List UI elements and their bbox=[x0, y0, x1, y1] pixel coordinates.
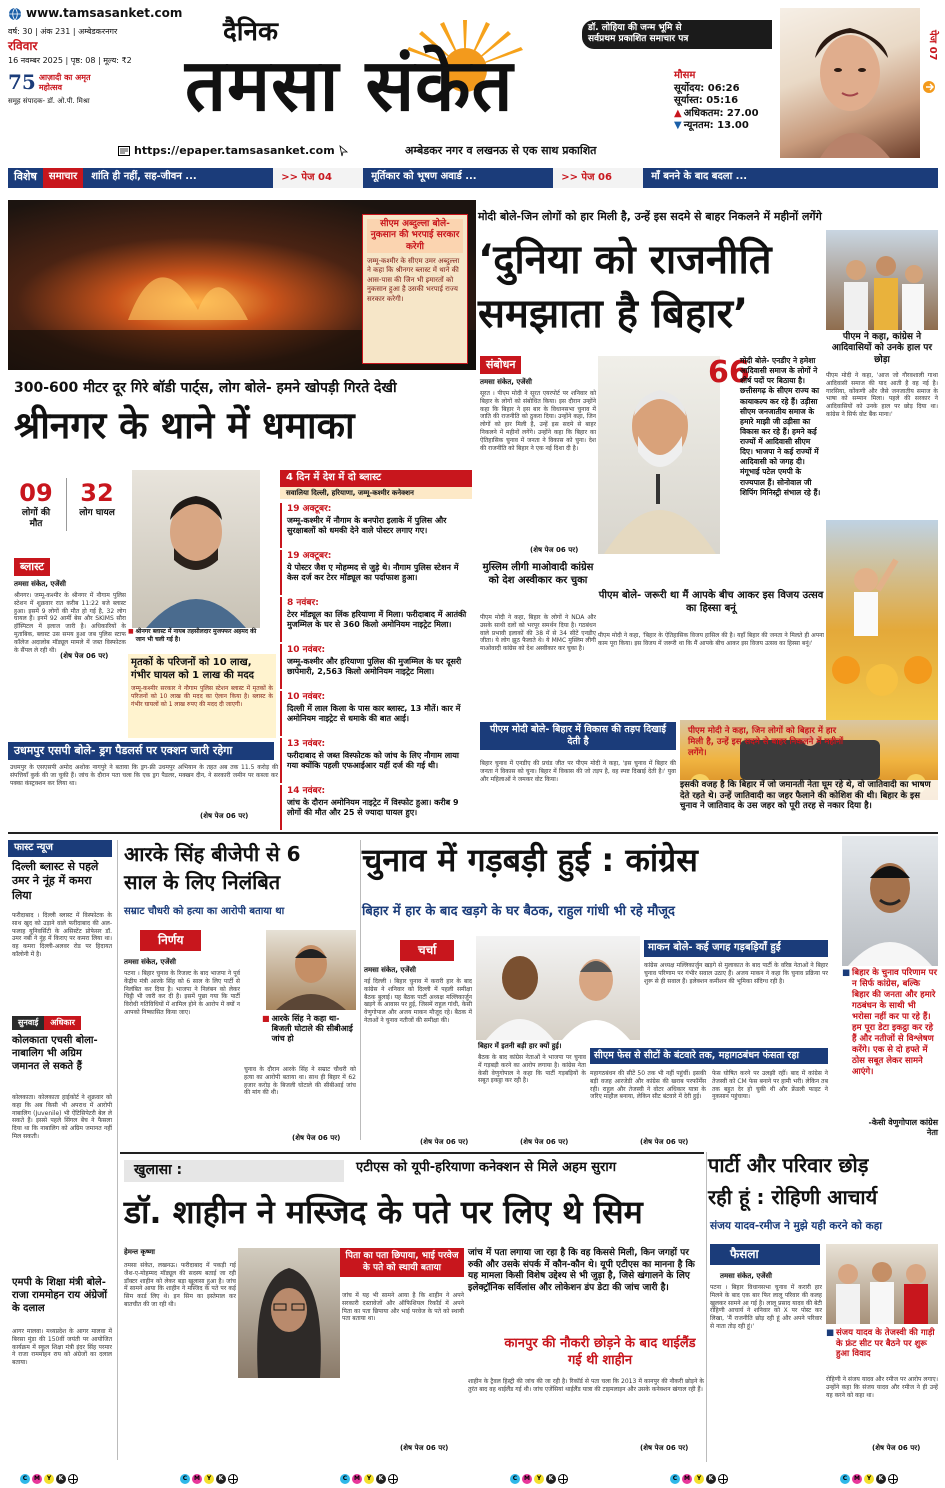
globe-icon bbox=[8, 7, 22, 21]
kanpur-continued: (शेष पेज 06 पर) bbox=[640, 1444, 689, 1452]
timeline-text: फरीदाबाद से जब्त विस्फोटक को जांच के लिए नौगाम लाया गया क्योंकि पहली एफआईआर यहीं दर्ज की गई थी। bbox=[287, 750, 459, 770]
timeline-title: 4 दिन में देश में दो ब्लास्ट bbox=[280, 470, 472, 487]
shaheen-portrait-illustration bbox=[238, 1248, 340, 1378]
actress-photo bbox=[780, 8, 920, 158]
address-byline: तमसा संकेत, एजेंसी bbox=[480, 378, 532, 386]
down-arrow-icon: ▼ bbox=[674, 120, 682, 131]
strip-item-2[interactable]: मूर्तिकार को भूषण अवार्ड ... bbox=[363, 168, 553, 188]
maken-body: कांग्रेस अध्यक्ष मल्लिकार्जुन खड़गे से मुलाकात के बाद पार्टी के वरिष्ठ नेताओं ने बिहार चुनाव परिणाम पर गंभीर सवाल उठाए हैं। अजय माकन ने कहा कि चुनाव प्रक्रिया पर शुरू से ही सवाल हैं। इलेक्शन कमीशन की भूमिका संदिग्ध रही है। bbox=[644, 962, 828, 985]
shaheen-byline: हेमन्त कृष्णा bbox=[124, 1248, 155, 1256]
congress-byline: तमसा संकेत, एजेंसी bbox=[364, 966, 416, 974]
timeline-item bbox=[280, 691, 472, 736]
venugopal-signature: -केसी वेणुगोपाल कांग्रेस नेता bbox=[868, 1118, 938, 1137]
shaheen-headline: डॉ. शाहीन ने मस्जिद के पते पर लिए थे सिम bbox=[124, 1193, 643, 1231]
pm-development-body: बिहार चुनाव में एनडीए की प्रचंड जीत पर पीएम मोदी ने कहा, 'इस चुनाव में बिहार की जनता ने विकास को चुना। बिहार में विकास की जो तड़प है, वह स्पष्ट दिखाई देती है।' युवा और महिलाओं ने जमकर वोट किया। bbox=[480, 760, 676, 783]
pm-development-box-title: पीएम मोदी बोले- बिहार में विकास की तड़प दिखाई देती है bbox=[480, 722, 676, 750]
cm-face-body: महागठबंधन की सीटें 50 तक भी नहीं पहुंचीं। इसकी बड़ी वजह आरजेडी और कांग्रेस की खराब परफॉर्मेंस रही। राहुल और तेजस्वी ने वोटर अधिकार यात्रा के जरिए माहौल बनाया, लेकिन सीट बंटवारे में देरी हुई। bbox=[590, 1070, 706, 1101]
caption-square-icon: ■ bbox=[128, 628, 134, 635]
tehsildar-caption: श्रीनगर ब्लास्ट में नायब तहसीलदार मुजफ्फर अहमद की जान भी चली गई है। bbox=[135, 628, 257, 643]
modi-portrait-illustration bbox=[598, 356, 720, 554]
timeline-item bbox=[280, 597, 472, 642]
timeline-date: 19 अक्टूबर: bbox=[287, 551, 332, 562]
roadshow-photo bbox=[826, 520, 938, 720]
fastnews-headline: दिल्ली ब्लास्ट से पहले उमर ने नूंह में कमरा लिया bbox=[12, 860, 99, 902]
logo-small-title: दैनिक bbox=[223, 17, 278, 47]
quote-square-icon: ■ bbox=[842, 968, 851, 978]
up-arrow-icon: ▲ bbox=[674, 107, 682, 119]
blast-byline: तमसा संकेत, एजेंसी bbox=[14, 580, 66, 588]
black-swatch: K bbox=[706, 1474, 716, 1484]
arrow-right-icon bbox=[922, 80, 936, 94]
rk-byline: तमसा संकेत, एजेंसी bbox=[124, 958, 176, 966]
strip-item-1[interactable]: शांति ही नहीं, सह-जीवन ... bbox=[83, 168, 273, 188]
masthead-left bbox=[8, 6, 188, 156]
rohini-body-2: रोहिणी ने संजय यादव और रमीज पर आरोप लगाए। उन्होंने कहा कि संजय यादव और रमीज ने ही उन्हें यह करने को कहा था। bbox=[826, 1376, 938, 1399]
temp-min: न्यूनतम: 13.00 bbox=[683, 120, 749, 131]
udhampur-headline: उधमपुर एसपी बोले- ड्रग पैडलर्स पर एक्शन जारी रहेगा bbox=[8, 742, 274, 760]
magenta-swatch: M bbox=[192, 1474, 202, 1484]
column-rule bbox=[706, 1152, 707, 1462]
blast-continued: (शेष पेज 06 पर) bbox=[60, 652, 109, 660]
mp-minister-headline: एमपी के शिक्षा मंत्री बोले- राजा राममोहन राय अंग्रेजों के दलाल bbox=[12, 1277, 107, 1314]
logo-tagline: अम्बेडकर नगर व लखनऊ से एक साथ प्रकाशित bbox=[405, 144, 597, 157]
compensation-headline: मृतकों के परिजनों को 10 लाख, गंभीर घायल को 1 लाख की मदद bbox=[131, 657, 254, 681]
revelation-tag: खुलासा : bbox=[124, 1160, 344, 1182]
rohini-subheadline: संजय यादव-रमीज ने मुझे यही करने को कहा bbox=[710, 1220, 882, 1232]
blast-body: श्रीनगर। जम्मू-कश्मीर के श्रीनगर में नौगाम पुलिस स्टेशन में शुक्रवार रात करीब 11:22 बजे ब्लास्ट हुआ। इसमें 9 लोगों की मौत हो गई है, 32 लोग घायल हैं। इनमें 92 आर्मी बेस और SKIMS सौरा हॉस्पिटल में इलाज जारी है। अधिकारियों के मुताबिक, ब्लास्ट उस समय हुआ जब पुलिस स्टाफ कॉलेज अदालोब मॉड्यूल मामले में जब्त विस्फोटक के सैंपल ले रही थी। bbox=[14, 592, 126, 654]
logo-title: तमसा संकेत bbox=[185, 42, 514, 127]
udhampur-continued: (शेष पेज 06 पर) bbox=[200, 812, 249, 820]
venugopal-quote-text: बिहार के चुनाव परिणाम पर न सिर्फ कांग्रेस, बल्कि बिहार की जनता और हमारे गठबंधन के साथी भी भरोसा नहीं कर पा रहे हैं। हम पूरा डेटा इकट्ठा कर रहे हैं और नतीजों से विश्लेषण करेंगे। एक से दो हफ्ते में ठोस सबूत लेकर सामने आएंगे। bbox=[852, 968, 937, 1078]
timeline-text: ये पोस्टर जैश ए मोहम्मद से जुड़े थे। नौगाम पुलिस स्टेशन में केस दर्ज कर टेरर मॉड्यूल का पर्दाफाश हुआ। bbox=[287, 562, 459, 582]
timeline-item bbox=[280, 738, 472, 783]
rk-subheadline: सम्राट चौधरी को हत्या का आरोपी बताया था bbox=[124, 906, 285, 917]
registration-mark-icon bbox=[68, 1474, 78, 1484]
issue-meta: वर्ष: 30 | अंक 231 | अम्बेडकरनगर bbox=[8, 27, 118, 36]
actress-portrait-illustration bbox=[780, 8, 920, 158]
venugopal-portrait-illustration bbox=[842, 836, 938, 966]
hearing-tags bbox=[12, 1016, 81, 1030]
timeline-item bbox=[280, 503, 472, 548]
congress-continued: (शेष पेज 06 पर) bbox=[420, 1138, 469, 1146]
weather-title: मौसम bbox=[674, 70, 696, 81]
black-swatch: K bbox=[56, 1474, 66, 1484]
rk-photo-caption: आरके सिंह ने कहा था- बिजली घोटाले की सीबीआई जांच हो bbox=[271, 1014, 353, 1043]
address-body: सूरत । पीएम मोदी ने सूरत एयरपोर्ट पर शनिवार को बिहार के लोगों को संबोधित किया। इस दौरान उन्होंने कहा कि बिहार ने इस बार के विधानसभा चुनाव में जाति की राजनीति को ठुकरा दिया। उन्होंने कहा, जिन लोगों को हार मिली है, उन्हें इस सदमे से बाहर निकलने में महीनों लगेंगे। उन्होंने कहा कि बिहार का ऐतिहासिक चुनाव में जनता ने विकास को चुना। देश की राजनीति को बिहार ने एक नई दिशा दी है। bbox=[480, 390, 596, 452]
column-rule bbox=[117, 840, 118, 1460]
shaheen-photo bbox=[238, 1248, 340, 1378]
udhampur-body: उधमपुर के एसएसपी अमोद अशोक नागपुरे ने बताया कि ड्रग-फ्री उधमपुर अभियान के तहत अब तक 11.5 करोड़ की संपत्तियाँ कुर्क की जा चुकी हैं। जांच के दौरान पता चला कि एक ड्रग पैडलर, मक्खन दीन, ने सरकारी जमीन पर कब्जा कर पक्का कंस्ट्रक्शन कर लिया था। bbox=[10, 764, 278, 787]
seventy-five-logo: 75 bbox=[8, 70, 36, 94]
magenta-swatch: M bbox=[522, 1474, 532, 1484]
rk-headline-line-2: साल के लिए निलंबित bbox=[124, 870, 281, 894]
rk-headline-line-1: आरके सिंह बीजेपी से 6 bbox=[124, 842, 301, 866]
rk-photo-caption-row bbox=[262, 1014, 358, 1044]
kharge-rahul-illustration bbox=[476, 936, 640, 1040]
cm-face-headline: सीएम फेस से सीटों के बंटवारे तक, महागठबंधन फंसता रहा bbox=[590, 1048, 828, 1064]
modi-kicker: मोदी बोले-जिन लोगों को हार मिली है, उन्हें इस सदमे से बाहर निकलने में महीनों लगेंगे bbox=[478, 210, 822, 223]
mp-minister-body: आगर मालवा। मध्यप्रदेश के आगर मालवा में बिरसा मुंडा की 150वीं जयंती पर आयोजित कार्यक्रम में स्कूल शिक्षा मंत्री इंदर सिंह परमार ने राजा राममोहन राय को अंग्रेजों का दलाल बताया। bbox=[12, 1328, 112, 1367]
congress-body-b: बैठक के बाद कांग्रेस नेताओं ने भाजपा पर चुनाव में गड़बड़ी करने का आरोप लगाया है। कांग्रेस नेता केसी वेणुगोपाल ने कहा कि पार्टी गड़बड़ियों के सबूत इकट्ठा कर रही है। bbox=[478, 1054, 586, 1085]
deaths-label: लोगों की मौत bbox=[21, 508, 51, 530]
injured-stat bbox=[75, 478, 119, 531]
rohini-headline-line-2: रही हूं : रोहिणी आचार्य bbox=[708, 1185, 878, 1209]
cyan-swatch: C bbox=[510, 1474, 520, 1484]
magenta-swatch: M bbox=[852, 1474, 862, 1484]
timeline-text: दिल्ली में लाल किला के पास कार ब्लास्ट, 13 मौतें। कार में अमोनियम नाइट्रेट से धमाके की बात आई। bbox=[287, 703, 461, 723]
injured-label: लोग घायल bbox=[79, 508, 115, 518]
person-portrait-illustration bbox=[132, 470, 260, 628]
father-address-body: जांच में यह भी सामने आया है कि शाहीन ने अपने सरकारी दस्तावेजों और ऑफिशियल रिकॉर्ड में अपने पिता का पता छिपाया और भाई परवेज के पते को स्थायी पता बताया था। bbox=[342, 1292, 464, 1323]
black-swatch: K bbox=[376, 1474, 386, 1484]
sunrise-time: सूर्योदय: 06:26 bbox=[674, 82, 740, 94]
congress-subheadline: बिहार में हार के बाद खड़गे के घर बैठक, राहुल गांधी भी रहे मौजूद bbox=[362, 904, 675, 919]
timeline-text: जम्मू-कश्मीर और हरियाणा पुलिस की मुजम्मिल के घर दूसरी छापेमारी, 2,563 किलो अमोनियम नाइट्रेट मिला। bbox=[287, 656, 462, 676]
tribal-caption: पीएम ने कहा, कांग्रेस ने आदिवासियों को उनके हाल पर छोड़ा bbox=[831, 332, 933, 365]
cm-abdullah-box bbox=[362, 214, 468, 364]
blast-stats bbox=[14, 478, 119, 531]
rk-singh-photo bbox=[266, 930, 356, 1010]
tehsildar-photo bbox=[132, 470, 260, 628]
cmyk-marks-6 bbox=[840, 1474, 898, 1484]
venugopal-quote bbox=[842, 968, 938, 1078]
page-number-label: पेज 07 bbox=[927, 30, 938, 61]
quote-defeat bbox=[688, 726, 848, 759]
weather-box bbox=[674, 70, 784, 133]
verdict-tag: फैसला bbox=[710, 1244, 820, 1265]
cmyk-marks-1 bbox=[20, 1474, 78, 1484]
strip-item-3[interactable]: माँ बनने के बाद बदला ... bbox=[643, 168, 938, 188]
yellow-swatch: Y bbox=[534, 1474, 544, 1484]
father-address-headline: पिता का पता छिपाया, भाई परवेज के पते को स्थायी बताया bbox=[340, 1248, 464, 1277]
muslim-league-headline: मुस्लिम लीगी माओवादी कांग्रेस को देश अस्वीकार कर चुका bbox=[482, 562, 594, 586]
sunset-time: सूर्यास्त: 05:16 bbox=[674, 95, 739, 106]
tribal-body: पीएम मोदी ने कहा, 'आज जो गौरवशाली गाथा आदिवासी समाज की याद आती है वह नई है। गारसिया, कोंकणी और जैसे जनजातीय समाज के भाषा को सम्मान मिला। पहले की सरकार ने आदिवासियों को उनके हाल पर छोड़ दिया था। कांग्रेस ने सिर्फ वोट बैंक माना।' bbox=[826, 372, 938, 418]
crowd-illustration bbox=[826, 230, 938, 330]
compensation-body: जम्मू-कश्मीर सरकार ने नौगाम पुलिस स्टेशन ब्लास्ट में मृतकों के परिजनों को 10 लाख की मदद का ऐलान किया है। ब्लास्ट के गंभीर घायलों को 1 लाख रुपए की मदद दी जाएगी। bbox=[131, 685, 273, 708]
newspaper-icon bbox=[118, 146, 130, 156]
cursor-icon bbox=[339, 145, 349, 157]
website-link[interactable]: www.tamsasanket.com bbox=[26, 6, 183, 20]
rk-body-2: चुनाव के दौरान आरके सिंह ने सम्राट चौधरी को हत्या का आरोपी बताया था। साथ ही बिहार में 62 हजार करोड़ के बिजली घोटाले की सीबीआई जांच की मांग की थी। bbox=[244, 1066, 356, 1097]
shaheen-kicker: एटीएस को यूपी-हरियाणा कनेक्शन से मिले अहम सुराग bbox=[356, 1160, 617, 1175]
registration-mark-icon bbox=[388, 1474, 398, 1484]
srinagar-kicker: 300-600 मीटर दूर गिरे बॉडी पार्ट्स, लोग बोले- हमने खोपड़ी गिरते देखी bbox=[14, 380, 397, 396]
congress-headline: चुनाव में गड़बड़ी हुई : कांग्रेस bbox=[362, 841, 698, 879]
cyan-swatch: C bbox=[180, 1474, 190, 1484]
venugopal-photo bbox=[842, 836, 938, 966]
promo-banner bbox=[582, 20, 772, 49]
timeline-date: 19 अक्टूबर: bbox=[287, 504, 332, 515]
registration-mark-icon bbox=[558, 1474, 568, 1484]
father-address-continued: (शेष पेज 06 पर) bbox=[400, 1444, 449, 1452]
yellow-swatch: Y bbox=[44, 1474, 54, 1484]
cm-face-continued: (शेष पेज 06 पर) bbox=[640, 1138, 689, 1146]
rohini-caption bbox=[826, 1328, 938, 1360]
section-divider-2 bbox=[120, 1152, 704, 1154]
cyan-swatch: C bbox=[340, 1474, 350, 1484]
timeline-date: 10 नवंबर: bbox=[287, 645, 326, 656]
victory-headline: पीएम बोले- जरूरी था मैं आपके बीच आकर इस विजय उत्सव का हिस्सा बनूं bbox=[598, 590, 824, 614]
epaper-link[interactable]: https://epaper.tamsasanket.com bbox=[134, 144, 335, 157]
address-continued: (शेष पेज 06 पर) bbox=[530, 546, 579, 554]
magenta-swatch: M bbox=[352, 1474, 362, 1484]
modi-headline-line-1: ‘दुनिया को राजनीति bbox=[478, 237, 772, 283]
caption-square-icon: ■ bbox=[826, 1328, 835, 1338]
registration-mark-icon bbox=[888, 1474, 898, 1484]
timeline-date: 14 नवंबर: bbox=[287, 786, 326, 797]
cmyk-marks-5 bbox=[670, 1474, 728, 1484]
kanpur-headline: कानपुर की नौकरी छोड़ने के बाद थाईलैंड गई थी शाहीन bbox=[504, 1336, 696, 1368]
cyan-swatch: C bbox=[670, 1474, 680, 1484]
deaths-count: 09 bbox=[19, 479, 53, 507]
yellow-swatch: Y bbox=[364, 1474, 374, 1484]
registration-mark-icon bbox=[228, 1474, 238, 1484]
temp-max: अधिकतम: 27.00 bbox=[683, 107, 759, 119]
rohini-headline-line-1: पार्टी और परिवार छोड़ bbox=[708, 1153, 869, 1177]
rk-continued: (शेष पेज 06 पर) bbox=[292, 1134, 341, 1142]
kharge-rahul-photo bbox=[476, 936, 640, 1040]
magenta-swatch: M bbox=[32, 1474, 42, 1484]
rights-tag: अधिकार bbox=[44, 1016, 81, 1030]
cm-face-body-2: फेस घोषित करने पर उलझी रहीं। बाद में कांग्रेस ने तेजस्वी को CM फेस बनाने पर हामी भरी। लेकिन तब तक बहुत देर हो चुकी थी और फ्रेंडली फाइट ने नुकसान पहुंचाया। bbox=[712, 1070, 828, 1101]
srinagar-headline: श्रीनगर के थाने में धमाका bbox=[14, 404, 355, 447]
rk-body: पटना । बिहार चुनाव के रिजल्ट के बाद भाजपा ने पूर्व केंद्रीय मंत्री आरके सिंह को 6 साल के लिए पार्टी से निलंबित कर दिया है। भाजपा ने निलंबन को लेकर चिट्ठी भी जारी कर दी है। इसमें पूछा गया कि पार्टी विरोधी गतिविधियों में शामिल होने के आरोप में क्यों न आपको निष्कासित किया जाए। bbox=[124, 970, 240, 1016]
modi-headline-line-2: समझाता है बिहार’ bbox=[478, 291, 749, 337]
discussion-tag: चर्चा bbox=[400, 940, 454, 961]
promo-line-2: सर्वप्रथम प्रकाशित समाचार पत्र bbox=[588, 34, 689, 45]
tribal-event-photo bbox=[826, 230, 938, 330]
kanpur-body: शाहीन के ट्रैवल हिस्ट्री की जांच की जा रही है। रिकॉर्ड से पता चला कि 2013 में कानपुर की नौकरी छोड़ने के तुरंत बाद वह थाईलैंड गई थी। जांच एजेंसियां थाईलैंड यात्रा की टाइमलाइन और उसके कनेक्शन खंगाल रही हैं। bbox=[468, 1378, 704, 1393]
kolkata-body: कोलकाता। कोलकाता हाईकोर्ट ने शुक्रवार को कहा कि अब किसी भी अपराध में आरोपी नाबालिग (Juvenile) भी ऐंटिसिपेटरी बेल ले सकते हैं। इससे पहले सिंगल बेंच ने फैसला दिया था कि नाबालिग को अग्रिम जमानत नहीं मिल सकती। bbox=[12, 1094, 112, 1140]
issue-date: 16 नवम्बर 2025 | पृष्ठ: 08 | मूल्य: ₹2 bbox=[8, 56, 132, 65]
timeline-item bbox=[280, 550, 472, 595]
decision-tag: निर्णय bbox=[140, 930, 201, 951]
strip-page-2[interactable]: >> पेज 06 bbox=[561, 171, 612, 183]
roadshow-illustration bbox=[826, 520, 938, 720]
compensation-box bbox=[128, 654, 276, 738]
timeline-item bbox=[280, 644, 472, 689]
fastnews-tag: फास्ट न्यूज bbox=[8, 840, 112, 857]
rohini-byline: तमसा संकेत, एजेंसी bbox=[720, 1272, 772, 1280]
azadi-text: आज़ादी का अमृत महोत्सव bbox=[38, 72, 91, 92]
shaheen-body: तमसा संकेत, लखनऊ। फरीदाबाद में पकड़ी गई जैश-ए-मोहम्मद मॉड्यूल की सदस्य बताई जा रही डॉक्टर शाहीन को लेकर बड़ा खुलासा हुआ है। जांच में सामने आया कि शाहीन ने मस्जिद के पते पर कई सिम कार्ड लिए थे। इन सिम का इस्तेमाल कर बातचीत की जा रही थी। bbox=[124, 1262, 236, 1308]
cmyk-marks-4 bbox=[510, 1474, 568, 1484]
promo-line-1: डॉ. लोहिया की जन्म भूमि से bbox=[588, 23, 682, 33]
muslim-league-body: पीएम मोदी ने कहा, बिहार के लोगों ने NDA और उसके साथी दलों को भरपूर समर्थन दिया है। गठबंधन वाले प्रभावी इलाकों की 38 में से 34 सीटें एनडीए जीता। ये लोग झूठ फैलाते थे। ये MMC मुस्लिम लीगी माओवादी कांग्रेस को देश अस्वीकार कर चुका है। bbox=[480, 614, 596, 653]
strip-label-1: विशेष bbox=[8, 168, 43, 188]
modi-speech-photo bbox=[598, 356, 720, 554]
congress-body: नई दिल्ली । बिहार चुनाव में करारी हार के बाद कांग्रेस ने शनिवार को दिल्ली में पहली समीक्षा बैठक बुलाई। यह बैठक पार्टी अध्यक्ष मल्लिकार्जुन खड़गे के आवास पर हुई, जिसमें राहुल गांधी, केसी वेणुगोपाल और अजय माकन मौजूद रहे। बैठक में नेताओं ने चुनाव नतीजों की समीक्षा की। bbox=[364, 978, 472, 1024]
cm-box-body: जम्मू-कश्मीर के सीएम उमर अब्दुल्ला ने कहा कि श्रीनगर ब्लास्ट में थाने की आस-पास की जिन भी इमारतों को नुकसान हुआ है उसकी भरपाई राज्य सरकार करेगी। bbox=[367, 256, 460, 303]
deaths-stat bbox=[14, 478, 58, 531]
cm-box-title: सीएम अब्दुल्ला बोले- नुकसान की भरपाई सरकार करेगी bbox=[367, 219, 463, 253]
family-illustration bbox=[826, 1244, 938, 1324]
injured-count: 32 bbox=[80, 479, 114, 507]
quote-casteism: इसकी वजह है कि बिहार में जो जमानती नेता घूम रहे थे, वो जातिवादी का भाषण देते रहते थे। उन्हें जातिवादी का जहर फैलाने की कोशिश की थी। बिहार के इस चुनाव ने जातिवाद के उस जहर को पूरी तरह से नकार दिया है। bbox=[680, 780, 938, 824]
blast-tag: ब्लास्ट bbox=[14, 558, 50, 576]
rk-portrait-illustration bbox=[266, 930, 356, 1010]
kolkata-headline: कोलकाता एचसी बोला- नाबालिग भी अग्रिम जमानत ले सकते हैं bbox=[12, 1035, 98, 1072]
kharge-caption: बिहार में इतनी बड़ी हार क्यों हुई। bbox=[478, 1042, 562, 1050]
investigation-box: जांच में पता लगाया जा रहा है कि वह किससे मिली, किन जगहों पर रुकी और उसके संपर्क में कौन-कौन थे। यूपी एटीएस का मानना है कि यह मामला किसी विशेष उद्देश्य से भी जुड़ा है, जिसे खंगालने के लिए इलेक्ट्रॉनिक सर्विलांस और लोकेशन डंप डेटा की जांच जारी है। bbox=[468, 1248, 695, 1294]
side-quote-number: 66 bbox=[708, 355, 750, 390]
yellow-swatch: Y bbox=[864, 1474, 874, 1484]
magenta-swatch: M bbox=[682, 1474, 692, 1484]
black-swatch: K bbox=[876, 1474, 886, 1484]
fastnews-body: फरीदाबाद । दिल्ली ब्लास्ट में विस्फोटक के साथ खुद को उड़ाने वाले फरीदाबाद की अल-फलाह यूनिवर्सिटी के असिस्टेंट प्रोफेसर डॉ. उमर नबी ने नूंह में किराए पर कमरा लिया था। वह कमरा दिल्ली-अलवर रोड पर हिदायत कॉलोनी में है। bbox=[12, 912, 112, 958]
timeline-list bbox=[280, 499, 472, 830]
victory-body: पीएम मोदी ने कहा, 'बिहार के ऐतिहासिक विजय हासिल की है। यहाँ बिहार की जनता ने मिलते ही अपना काम पूरा किया। इस विजय में जरूरी था कि मैं आपके बीच आकर इस विजय उत्सव का हिस्सा बनूं।' bbox=[598, 632, 824, 647]
strip-label-2: समाचार bbox=[43, 168, 83, 188]
yellow-swatch: Y bbox=[204, 1474, 214, 1484]
black-swatch: K bbox=[216, 1474, 226, 1484]
strip-page-1[interactable]: >> पेज 04 bbox=[281, 171, 332, 183]
timeline-subtitle: सवालिया दिल्ली, हरियाणा, जम्मू-कश्मीर कनेक्शन bbox=[280, 487, 472, 500]
temp-max-row bbox=[674, 108, 784, 121]
timeline-box bbox=[280, 470, 472, 824]
rohini-family-photo bbox=[826, 1244, 938, 1324]
azadi-logo bbox=[8, 70, 188, 95]
timeline-text: जम्मू-कश्मीर में नौगाम के बनपोरा इलाके में पुलिस और सुरक्षाबलों को धमकी देने वाले पोस्टर लगाए गए। bbox=[287, 515, 447, 535]
rohini-body: पटना । बिहार विधानसभा चुनाव में करारी हार मिलने के बाद एक बार फिर लालू परिवार की कलह खुलकर सामने आ गई है। लालू प्रसाद यादव की बेटी रोहिणी आचार्य ने शनिवार को X पर पोस्ट कर लिखा, 'मैं राजनीति छोड़ रही हूं और अपने परिवार से नाता तोड़ रही हूं।' bbox=[710, 1284, 822, 1330]
timeline-text: टेरर मॉड्यूल का लिंक हरियाणा में मिला। फरीदाबाद में आतंकी मुजम्मिल के घर से 360 किलो अमोनियम नाइट्रेट मिला। bbox=[287, 609, 467, 629]
website-row bbox=[8, 6, 188, 21]
cmyk-marks-3 bbox=[340, 1474, 398, 1484]
congress-continued-2: (शेष पेज 06 पर) bbox=[520, 1138, 569, 1146]
rohini-caption-text: संजय यादव के तेजस्वी की गाड़ी के फ्रंट सीट पर बैठने पर शुरू हुआ विवाद bbox=[836, 1328, 935, 1360]
rohini-continued: (शेष पेज 06 पर) bbox=[872, 1444, 921, 1452]
column-rule bbox=[360, 840, 361, 1140]
group-editor: समूह संपादक- डॉ. ओ.पी. मिश्रा bbox=[8, 97, 90, 105]
timeline-text: जांच के दौरान अमोनियम नाइट्रेट में विस्फोट हुआ। करीब 9 लोगों की मौत और 25 से ज्यादा घायल हुए। bbox=[287, 797, 459, 817]
maken-headline: माकन बोले- कई जगह गड़बड़ियाँ हुईं bbox=[644, 940, 828, 957]
caption-square-icon: ■ bbox=[262, 1014, 270, 1023]
side-quote-text: मोदी बोले- एनडीए ने हमेशा आदिवासी समाज के लोगों ने शीर्ष पदों पर बिठाया है। छत्तीसगढ़ के सीएम राज्य का कायाकल्प कर रहे हैं। उड़ीसा सीएम जनजातीय समाज के हमारे माझी जी उड़ीसा का विकास कर रहे हैं। हमने कई राज्यों में आदिवासी सीएम दिए। भाजपा ने कई राज्यों में आदिवासी को जगह दी। मंगूभाई पटेल एमपी के राज्यपाल हैं। सोनोवाल जी शिपिंग मिनिस्ट्री संभाल रहे हैं। bbox=[740, 356, 821, 497]
cmyk-marks-2 bbox=[180, 1474, 238, 1484]
tehsildar-caption-row bbox=[128, 628, 262, 643]
epaper-row bbox=[118, 144, 349, 158]
timeline-date: 10 नवंबर: bbox=[287, 692, 326, 703]
quote-defeat-text: पीएम मोदी ने कहा, जिन लोगों को बिहार में हार मिली है, उन्हें इस सदमे से बाहर निकलने में महीनों लगेंगे। bbox=[688, 726, 844, 759]
black-swatch: K bbox=[546, 1474, 556, 1484]
timeline-item bbox=[280, 785, 472, 830]
cyan-swatch: C bbox=[840, 1474, 850, 1484]
timeline-date: 13 नवंबर: bbox=[287, 739, 326, 750]
section-divider bbox=[8, 832, 938, 834]
registration-mark-icon bbox=[718, 1474, 728, 1484]
address-tag: संबोधन bbox=[480, 356, 521, 374]
timeline-date: 8 नवंबर: bbox=[287, 598, 319, 609]
issue-day: रविवार bbox=[8, 39, 38, 53]
temp-min-row bbox=[674, 120, 784, 133]
yellow-swatch: Y bbox=[694, 1474, 704, 1484]
hearing-tag: सुनवाई bbox=[12, 1016, 44, 1030]
special-news-strip bbox=[8, 168, 938, 188]
cyan-swatch: C bbox=[20, 1474, 30, 1484]
